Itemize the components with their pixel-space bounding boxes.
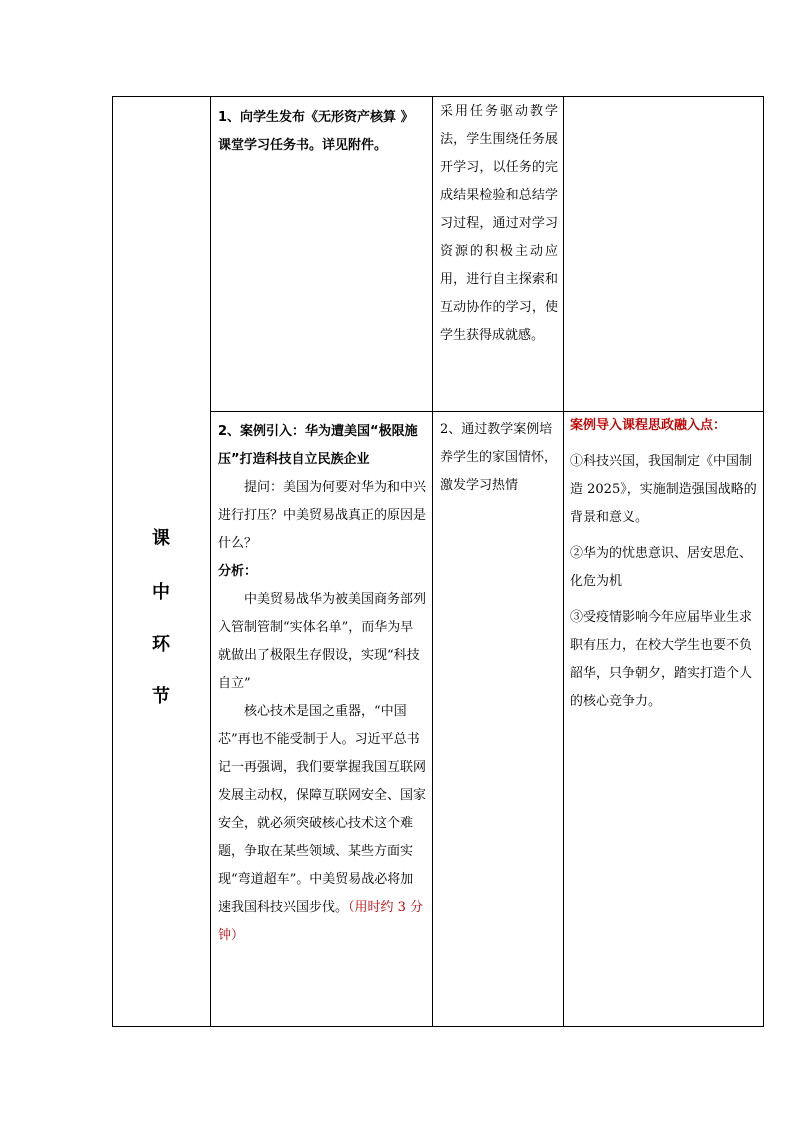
table-divider — [432, 96, 433, 1027]
row1-method-text: 采用任务驱动教学法，学生围绕任务展开学习，以任务的完成结果检验和总结学习过程，通过对学习资源的积极主动应用，进行自主探索和互动协作的学习，使学生获得成就感。 — [440, 104, 558, 343]
table-divider — [563, 96, 564, 1027]
stage-char: 中 — [152, 582, 170, 603]
row2-analysis-p2-text: 核心技术是国之重器，“中国芯”再也不能受制于人。习近平总书记一再强调，我们要掌握我国互联网发展主动权，保障互联网安全、国家安全，就必须突破核心技术这个难题，争取在某些领域、某些方面实现“弯道超车”。中美贸易战必将加速我国科技兴国步伐。 — [218, 704, 427, 915]
row2-analysis-p1: 中美贸易战华为被美国商务部列入管制管制“实体名单”，而华为早就做出了极限生存假设，实现“科技自立” — [218, 592, 427, 691]
lesson-plan-table — [112, 96, 764, 1027]
stage-cell — [112, 96, 210, 1027]
stage-char: 环 — [152, 634, 170, 655]
row1-content-cell — [218, 104, 426, 160]
row1-method-cell — [440, 98, 558, 350]
row2-method-text: 2、通过教学案例培养学生的家国情怀，激发学习热情 — [440, 422, 558, 493]
row2-time-note: （用时约 3 分钟） — [218, 900, 424, 943]
row2-ideology-cell — [570, 412, 758, 716]
stage-char: 节 — [152, 686, 170, 707]
table-divider — [210, 96, 211, 1027]
table-border-right — [763, 96, 764, 1027]
row2-ideology-title: 案例导入课程思政融入点： — [570, 418, 727, 433]
row2-content-cell — [218, 418, 426, 950]
row2-content-title: 2、案例引入：华为遭美国“极限施压”打造科技自立民族企业 — [218, 424, 418, 467]
ideology-point: ③受疫情影响今年应届毕业生求职有压力，在校大学生也要不负韶华，只争朝夕，踏实打造个人的核心竞争力。 — [570, 610, 753, 709]
ideology-point: ②华为的忧患意识、居安思危、化危为机 — [570, 546, 753, 589]
row2-method-cell — [440, 416, 558, 500]
stage-char: 课 — [152, 528, 170, 549]
row1-content-title: 1、向学生发布《无形资产核算 》课堂学习任务书。详见附件。 — [218, 110, 414, 153]
row2-analysis-label: 分析： — [218, 564, 258, 579]
row2-question: 提问：美国为何要对华为和中兴进行打压？中美贸易战真正的原因是什么？ — [218, 480, 427, 551]
ideology-point: ①科技兴国，我国制定《中国制造 2025》，实施制造强国战略的背景和意义。 — [570, 454, 757, 525]
row2-analysis-p2 — [218, 698, 426, 950]
